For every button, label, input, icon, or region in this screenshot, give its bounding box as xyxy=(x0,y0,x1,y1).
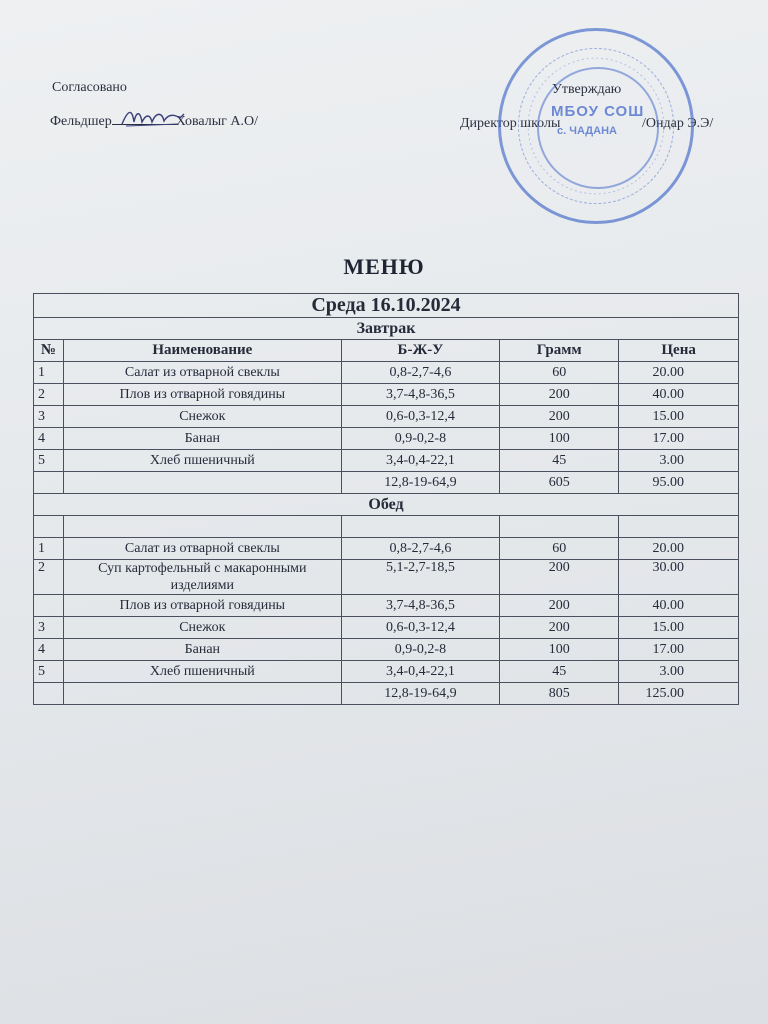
dish-price: 17.00 xyxy=(619,639,739,661)
school-stamp xyxy=(498,28,694,224)
dish-name: Плов из отварной говядины xyxy=(63,595,341,617)
row-number: 2 xyxy=(34,560,64,595)
dish-name: Хлеб пшеничный xyxy=(63,450,341,472)
approved-label: Утверждаю xyxy=(552,82,622,97)
total-empty-cell xyxy=(63,683,341,705)
row-number: 2 xyxy=(34,384,64,406)
dish-bju: 0,6-0,3-12,4 xyxy=(341,406,499,428)
table-row xyxy=(34,661,739,683)
dish-grams: 100 xyxy=(500,639,619,661)
agreed-name: Ховалыг А.О/ xyxy=(175,114,259,129)
dish-price: 3.00 xyxy=(619,450,739,472)
dish-price: 17.00 xyxy=(619,428,739,450)
dish-name: Суп картофельный с макаронными изделиями xyxy=(63,560,341,595)
dish-price: 15.00 xyxy=(619,617,739,639)
column-header-row xyxy=(34,340,739,362)
row-number: 5 xyxy=(34,450,64,472)
total-grams: 805 xyxy=(500,683,619,705)
menu-title: МЕНЮ xyxy=(343,254,425,279)
row-number: 4 xyxy=(34,428,64,450)
total-empty-cell xyxy=(34,683,64,705)
row-number: 3 xyxy=(34,406,64,428)
dish-grams: 45 xyxy=(500,450,619,472)
dish-bju: 0,9-0,2-8 xyxy=(341,428,499,450)
table-row xyxy=(34,639,739,661)
empty-cell xyxy=(63,516,341,538)
dish-price: 3.00 xyxy=(619,661,739,683)
dish-name: Хлеб пшеничный xyxy=(63,661,341,683)
signature-image xyxy=(118,102,188,132)
approved-position: Директор школы xyxy=(460,116,561,131)
empty-cell xyxy=(619,516,739,538)
total-row xyxy=(34,472,739,494)
dish-bju: 0,9-0,2-8 xyxy=(341,639,499,661)
column-header: Б-Ж-У xyxy=(341,340,499,362)
dish-grams: 60 xyxy=(500,362,619,384)
row-number: 1 xyxy=(34,362,64,384)
column-header: Цена xyxy=(619,340,739,362)
dish-name: Плов из отварной говядины xyxy=(63,384,341,406)
column-header: Наименование xyxy=(63,340,341,362)
empty-cell xyxy=(34,516,64,538)
table-row xyxy=(34,384,739,406)
empty-cell xyxy=(500,516,619,538)
agreed-label: Согласовано xyxy=(52,80,127,95)
dish-price: 40.00 xyxy=(619,384,739,406)
breakfast-header-row xyxy=(34,318,739,340)
dish-name: Банан xyxy=(63,639,341,661)
empty-row xyxy=(34,516,739,538)
dish-grams: 45 xyxy=(500,661,619,683)
dish-name: Снежок xyxy=(63,617,341,639)
dish-price: 20.00 xyxy=(619,538,739,560)
day-label: Среда 16.10.2024 xyxy=(34,294,739,318)
empty-cell xyxy=(341,516,499,538)
dish-grams: 200 xyxy=(500,560,619,595)
dish-name: Салат из отварной свеклы xyxy=(63,362,341,384)
table-row xyxy=(34,617,739,639)
dish-price: 40.00 xyxy=(619,595,739,617)
table-row xyxy=(34,362,739,384)
dish-grams: 60 xyxy=(500,538,619,560)
table-row xyxy=(34,406,739,428)
approved-name: /Ондар Э.Э/ xyxy=(642,116,714,131)
lunch-label: Обед xyxy=(34,494,739,516)
total-row xyxy=(34,683,739,705)
menu-table xyxy=(33,293,739,705)
dish-grams: 200 xyxy=(500,617,619,639)
total-price: 125.00 xyxy=(619,683,739,705)
total-bju: 12,8-19-64,9 xyxy=(341,683,499,705)
column-header: № xyxy=(34,340,64,362)
table-row xyxy=(34,428,739,450)
dish-bju: 3,4-0,4-22,1 xyxy=(341,450,499,472)
total-empty-cell xyxy=(34,472,64,494)
dish-grams: 200 xyxy=(500,406,619,428)
dish-name: Банан xyxy=(63,428,341,450)
dish-bju: 0,8-2,7-4,6 xyxy=(341,538,499,560)
dish-bju: 3,4-0,4-22,1 xyxy=(341,661,499,683)
total-grams: 605 xyxy=(500,472,619,494)
dish-name: Салат из отварной свеклы xyxy=(63,538,341,560)
table-row xyxy=(34,538,739,560)
dish-bju: 0,6-0,3-12,4 xyxy=(341,617,499,639)
total-empty-cell xyxy=(63,472,341,494)
dish-price: 30.00 xyxy=(619,560,739,595)
stamp-line-1: МБОУ СОШ xyxy=(551,103,645,120)
dish-bju: 3,7-4,8-36,5 xyxy=(341,384,499,406)
total-bju: 12,8-19-64,9 xyxy=(341,472,499,494)
agreed-position: Фельдшер xyxy=(50,114,112,129)
dish-grams: 100 xyxy=(500,428,619,450)
breakfast-label: Завтрак xyxy=(34,318,739,340)
row-number: 5 xyxy=(34,661,64,683)
total-price: 95.00 xyxy=(619,472,739,494)
table-row xyxy=(34,595,739,617)
dish-grams: 200 xyxy=(500,595,619,617)
day-row xyxy=(34,294,739,318)
dish-name: Снежок xyxy=(63,406,341,428)
column-header: Грамм xyxy=(500,340,619,362)
row-number: 4 xyxy=(34,639,64,661)
agreed-block xyxy=(50,80,259,129)
table-row xyxy=(34,450,739,472)
dish-grams: 200 xyxy=(500,384,619,406)
dish-bju: 0,8-2,7-4,6 xyxy=(341,362,499,384)
dish-bju: 5,1-2,7-18,5 xyxy=(341,560,499,595)
lunch-header-row xyxy=(34,494,739,516)
dish-price: 15.00 xyxy=(619,406,739,428)
row-number: 3 xyxy=(34,617,64,639)
dish-price: 20.00 xyxy=(619,362,739,384)
row-number xyxy=(34,595,64,617)
stamp-line-2: с. ЧАДАНА xyxy=(557,125,617,137)
table-row xyxy=(34,560,739,595)
row-number: 1 xyxy=(34,538,64,560)
dish-bju: 3,7-4,8-36,5 xyxy=(341,595,499,617)
